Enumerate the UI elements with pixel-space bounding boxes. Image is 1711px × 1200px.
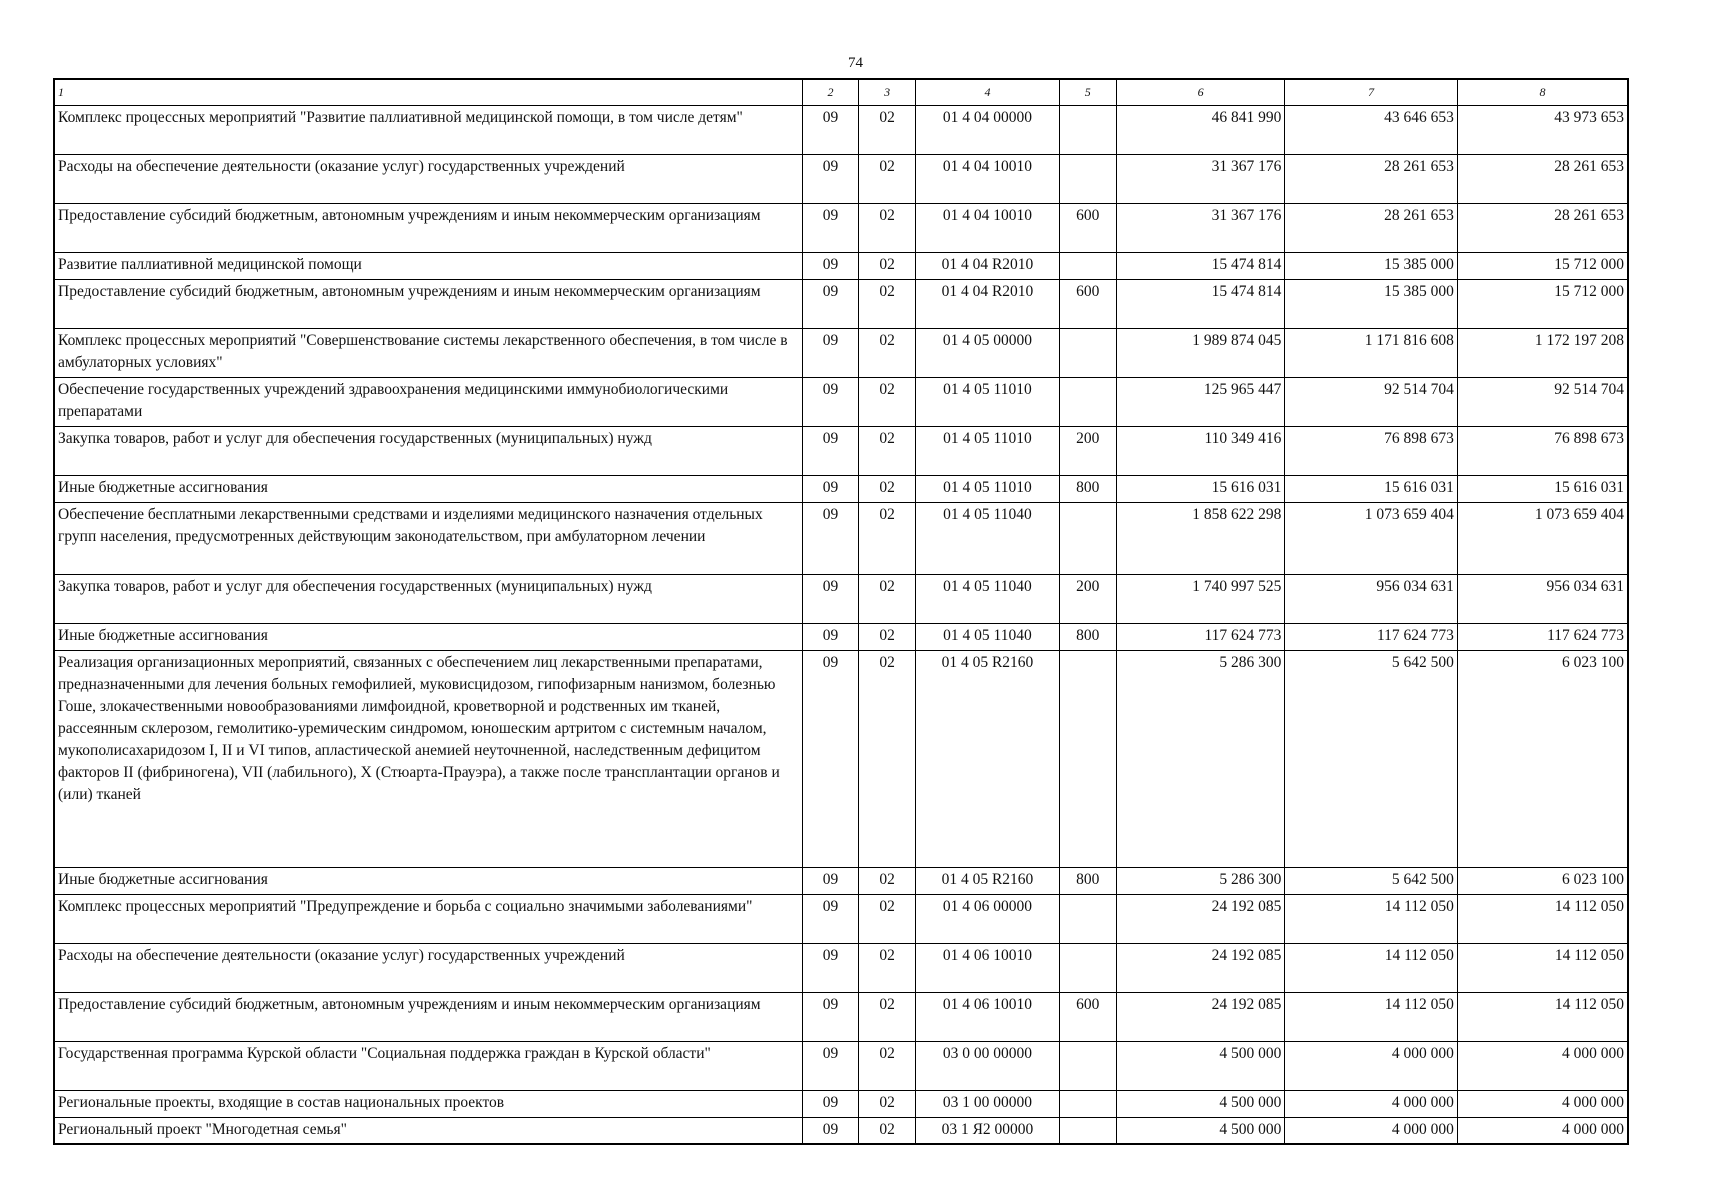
row-amount-2026-cell: 28 261 653 <box>1285 203 1458 252</box>
row-amount-2025-cell: 4 500 000 <box>1116 1117 1285 1144</box>
row-target-code-cell: 01 4 06 10010 <box>916 992 1059 1041</box>
row-name-cell: Комплекс процессных мероприятий "Совершенствование системы лекарственного обеспечения, в том числе в амбулаторных условиях" <box>54 328 802 377</box>
row-amount-2027-cell: 14 112 050 <box>1457 943 1628 992</box>
row-amount-2026-cell: 15 385 000 <box>1285 252 1458 279</box>
header-col-5: 5 <box>1059 79 1116 105</box>
row-expense-type-cell <box>1059 1117 1116 1144</box>
table-row <box>54 502 1628 574</box>
row-expense-type-cell <box>1059 105 1116 154</box>
row-section-cell: 09 <box>802 502 858 574</box>
row-section-cell: 09 <box>802 1090 858 1117</box>
row-section-cell: 09 <box>802 1117 858 1144</box>
row-section-cell: 09 <box>802 894 858 943</box>
row-expense-type-cell <box>1059 377 1116 426</box>
row-amount-2025-cell: 5 286 300 <box>1116 867 1285 894</box>
row-target-code-cell: 01 4 04 10010 <box>916 154 1059 203</box>
row-expense-type-cell: 600 <box>1059 203 1116 252</box>
row-expense-type-cell <box>1059 1090 1116 1117</box>
row-amount-2025-cell: 125 965 447 <box>1116 377 1285 426</box>
row-subsection-cell: 02 <box>859 426 916 475</box>
row-expense-type-cell: 800 <box>1059 867 1116 894</box>
budget-table <box>53 78 1629 1145</box>
row-amount-2025-cell: 15 474 814 <box>1116 279 1285 328</box>
table-row <box>54 992 1628 1041</box>
row-expense-type-cell: 800 <box>1059 475 1116 502</box>
row-name-cell: Расходы на обеспечение деятельности (оказание услуг) государственных учреждений <box>54 943 802 992</box>
row-subsection-cell: 02 <box>859 279 916 328</box>
table-row <box>54 203 1628 252</box>
row-subsection-cell: 02 <box>859 574 916 623</box>
header-col-2: 2 <box>802 79 858 105</box>
row-target-code-cell: 03 1 00 00000 <box>916 1090 1059 1117</box>
row-amount-2025-cell: 24 192 085 <box>1116 943 1285 992</box>
row-target-code-cell: 01 4 04 00000 <box>916 105 1059 154</box>
row-amount-2025-cell: 46 841 990 <box>1116 105 1285 154</box>
row-subsection-cell: 02 <box>859 377 916 426</box>
row-amount-2027-cell: 15 712 000 <box>1457 279 1628 328</box>
table-row <box>54 154 1628 203</box>
row-target-code-cell: 01 4 06 10010 <box>916 943 1059 992</box>
row-section-cell: 09 <box>802 105 858 154</box>
row-amount-2027-cell: 92 514 704 <box>1457 377 1628 426</box>
row-amount-2026-cell: 92 514 704 <box>1285 377 1458 426</box>
row-subsection-cell: 02 <box>859 650 916 867</box>
row-expense-type-cell <box>1059 1041 1116 1090</box>
row-amount-2026-cell: 5 642 500 <box>1285 650 1458 867</box>
row-section-cell: 09 <box>802 992 858 1041</box>
row-amount-2027-cell: 15 616 031 <box>1457 475 1628 502</box>
page-number: 74 <box>848 55 863 71</box>
row-name-cell: Предоставление субсидий бюджетным, автономным учреждениям и иным некоммерческим организациям <box>54 203 802 252</box>
row-subsection-cell: 02 <box>859 992 916 1041</box>
row-section-cell: 09 <box>802 377 858 426</box>
row-name-cell: Обеспечение бесплатными лекарственными средствами и изделиями медицинского назначения отдельных групп населения, предусмотренных действующим законодательством, при амбулаторном лечении <box>54 502 802 574</box>
row-amount-2025-cell: 1 989 874 045 <box>1116 328 1285 377</box>
row-expense-type-cell <box>1059 154 1116 203</box>
row-amount-2026-cell: 28 261 653 <box>1285 154 1458 203</box>
row-amount-2025-cell: 4 500 000 <box>1116 1090 1285 1117</box>
row-amount-2025-cell: 15 616 031 <box>1116 475 1285 502</box>
row-amount-2027-cell: 14 112 050 <box>1457 992 1628 1041</box>
row-amount-2025-cell: 15 474 814 <box>1116 252 1285 279</box>
row-section-cell: 09 <box>802 475 858 502</box>
header-col-7: 7 <box>1285 79 1458 105</box>
row-subsection-cell: 02 <box>859 867 916 894</box>
header-col-4: 4 <box>916 79 1059 105</box>
row-name-cell: Иные бюджетные ассигнования <box>54 475 802 502</box>
row-name-cell: Развитие паллиативной медицинской помощи <box>54 252 802 279</box>
row-section-cell: 09 <box>802 943 858 992</box>
table-row <box>54 574 1628 623</box>
row-name-cell: Государственная программа Курской области "Социальная поддержка граждан в Курской области" <box>54 1041 802 1090</box>
row-section-cell: 09 <box>802 650 858 867</box>
table-row <box>54 1117 1628 1144</box>
row-expense-type-cell <box>1059 650 1116 867</box>
table-row <box>54 279 1628 328</box>
row-expense-type-cell: 800 <box>1059 623 1116 650</box>
row-target-code-cell: 01 4 05 11010 <box>916 377 1059 426</box>
row-expense-type-cell: 600 <box>1059 992 1116 1041</box>
row-section-cell: 09 <box>802 328 858 377</box>
header-col-1: 1 <box>54 79 802 105</box>
row-target-code-cell: 01 4 04 R2010 <box>916 252 1059 279</box>
row-subsection-cell: 02 <box>859 1041 916 1090</box>
row-subsection-cell: 02 <box>859 623 916 650</box>
row-amount-2025-cell: 24 192 085 <box>1116 894 1285 943</box>
table-row <box>54 475 1628 502</box>
row-name-cell: Комплекс процессных мероприятий "Развитие паллиативной медицинской помощи, в том числе детям" <box>54 105 802 154</box>
row-target-code-cell: 01 4 05 11040 <box>916 502 1059 574</box>
row-amount-2026-cell: 14 112 050 <box>1285 943 1458 992</box>
row-amount-2026-cell: 14 112 050 <box>1285 992 1458 1041</box>
row-amount-2025-cell: 1 858 622 298 <box>1116 502 1285 574</box>
table-body <box>54 105 1628 1144</box>
row-amount-2026-cell: 14 112 050 <box>1285 894 1458 943</box>
row-name-cell: Закупка товаров, работ и услуг для обеспечения государственных (муниципальных) нужд <box>54 426 802 475</box>
row-expense-type-cell: 200 <box>1059 426 1116 475</box>
row-name-cell: Обеспечение государственных учреждений здравоохранения медицинскими иммунобиологическими препаратами <box>54 377 802 426</box>
row-amount-2026-cell: 1 073 659 404 <box>1285 502 1458 574</box>
header-col-6: 6 <box>1116 79 1285 105</box>
row-name-cell: Комплекс процессных мероприятий "Предупреждение и борьба с социально значимыми заболеваниями" <box>54 894 802 943</box>
budget-table-container <box>53 78 1629 1145</box>
row-amount-2026-cell: 76 898 673 <box>1285 426 1458 475</box>
row-name-cell: Реализация организационных мероприятий, связанных с обеспечением лиц лекарственными препаратами, предназначенными для лечения больных гемофилией, муковисцидозом, гипофизарным нанизмом, болезнью Гоше, злокачественными новообразованиями лимфоидной, кроветворной и родственных им тканей, рассеянным склерозом, гемолитико-уремическим синдромом, юношеским артритом с системным началом, мукополисахаридозом I, II и VI типов, апластической анемией неуточненной, наследственным дефицитом факторов II (фибриногена), VII (лабильного), X (Стюарта-Прауэра), а также после трансплантации органов и (или) тканей <box>54 650 802 867</box>
row-amount-2026-cell: 43 646 653 <box>1285 105 1458 154</box>
row-target-code-cell: 01 4 05 R2160 <box>916 650 1059 867</box>
table-row <box>54 105 1628 154</box>
row-name-cell: Иные бюджетные ассигнования <box>54 623 802 650</box>
row-target-code-cell: 01 4 05 11010 <box>916 475 1059 502</box>
table-row <box>54 1041 1628 1090</box>
row-amount-2027-cell: 4 000 000 <box>1457 1041 1628 1090</box>
table-row <box>54 377 1628 426</box>
row-amount-2026-cell: 15 385 000 <box>1285 279 1458 328</box>
row-amount-2025-cell: 117 624 773 <box>1116 623 1285 650</box>
table-row <box>54 1090 1628 1117</box>
row-section-cell: 09 <box>802 154 858 203</box>
table-row <box>54 894 1628 943</box>
row-amount-2026-cell: 1 171 816 608 <box>1285 328 1458 377</box>
row-amount-2026-cell: 956 034 631 <box>1285 574 1458 623</box>
table-row <box>54 252 1628 279</box>
row-target-code-cell: 01 4 05 11040 <box>916 574 1059 623</box>
row-amount-2025-cell: 31 367 176 <box>1116 203 1285 252</box>
row-amount-2027-cell: 28 261 653 <box>1457 203 1628 252</box>
header-col-3: 3 <box>859 79 916 105</box>
table-row <box>54 623 1628 650</box>
row-subsection-cell: 02 <box>859 154 916 203</box>
table-row <box>54 650 1628 867</box>
row-section-cell: 09 <box>802 426 858 475</box>
row-target-code-cell: 01 4 05 00000 <box>916 328 1059 377</box>
row-target-code-cell: 03 1 Я2 00000 <box>916 1117 1059 1144</box>
row-name-cell: Иные бюджетные ассигнования <box>54 867 802 894</box>
row-section-cell: 09 <box>802 574 858 623</box>
table-row <box>54 867 1628 894</box>
row-name-cell: Закупка товаров, работ и услуг для обеспечения государственных (муниципальных) нужд <box>54 574 802 623</box>
row-name-cell: Региональный проект "Многодетная семья" <box>54 1117 802 1144</box>
row-expense-type-cell <box>1059 894 1116 943</box>
row-name-cell: Региональные проекты, входящие в состав национальных проектов <box>54 1090 802 1117</box>
row-subsection-cell: 02 <box>859 1117 916 1144</box>
header-row <box>54 79 1628 105</box>
row-section-cell: 09 <box>802 623 858 650</box>
row-target-code-cell: 01 4 06 00000 <box>916 894 1059 943</box>
row-name-cell: Расходы на обеспечение деятельности (оказание услуг) государственных учреждений <box>54 154 802 203</box>
row-amount-2027-cell: 43 973 653 <box>1457 105 1628 154</box>
row-target-code-cell: 01 4 04 R2010 <box>916 279 1059 328</box>
row-amount-2025-cell: 110 349 416 <box>1116 426 1285 475</box>
row-subsection-cell: 02 <box>859 1090 916 1117</box>
row-section-cell: 09 <box>802 203 858 252</box>
row-amount-2027-cell: 1 172 197 208 <box>1457 328 1628 377</box>
row-name-cell: Предоставление субсидий бюджетным, автономным учреждениям и иным некоммерческим организациям <box>54 279 802 328</box>
row-expense-type-cell <box>1059 252 1116 279</box>
row-amount-2025-cell: 24 192 085 <box>1116 992 1285 1041</box>
row-section-cell: 09 <box>802 252 858 279</box>
row-amount-2025-cell: 31 367 176 <box>1116 154 1285 203</box>
row-amount-2026-cell: 5 642 500 <box>1285 867 1458 894</box>
table-row <box>54 943 1628 992</box>
row-amount-2027-cell: 76 898 673 <box>1457 426 1628 475</box>
row-amount-2027-cell: 15 712 000 <box>1457 252 1628 279</box>
row-amount-2027-cell: 14 112 050 <box>1457 894 1628 943</box>
row-amount-2027-cell: 4 000 000 <box>1457 1117 1628 1144</box>
table-row <box>54 328 1628 377</box>
header-col-8: 8 <box>1457 79 1628 105</box>
row-subsection-cell: 02 <box>859 252 916 279</box>
row-target-code-cell: 01 4 04 10010 <box>916 203 1059 252</box>
row-subsection-cell: 02 <box>859 328 916 377</box>
row-section-cell: 09 <box>802 867 858 894</box>
row-subsection-cell: 02 <box>859 475 916 502</box>
row-expense-type-cell: 600 <box>1059 279 1116 328</box>
row-expense-type-cell <box>1059 328 1116 377</box>
row-expense-type-cell <box>1059 502 1116 574</box>
row-target-code-cell: 01 4 05 11010 <box>916 426 1059 475</box>
row-expense-type-cell <box>1059 943 1116 992</box>
row-target-code-cell: 01 4 05 R2160 <box>916 867 1059 894</box>
row-subsection-cell: 02 <box>859 105 916 154</box>
row-amount-2026-cell: 4 000 000 <box>1285 1117 1458 1144</box>
row-subsection-cell: 02 <box>859 502 916 574</box>
row-amount-2025-cell: 1 740 997 525 <box>1116 574 1285 623</box>
row-amount-2026-cell: 117 624 773 <box>1285 623 1458 650</box>
row-amount-2026-cell: 4 000 000 <box>1285 1041 1458 1090</box>
row-subsection-cell: 02 <box>859 943 916 992</box>
row-amount-2027-cell: 6 023 100 <box>1457 867 1628 894</box>
row-amount-2025-cell: 4 500 000 <box>1116 1041 1285 1090</box>
table-row <box>54 426 1628 475</box>
row-amount-2027-cell: 956 034 631 <box>1457 574 1628 623</box>
row-subsection-cell: 02 <box>859 203 916 252</box>
row-amount-2027-cell: 117 624 773 <box>1457 623 1628 650</box>
row-expense-type-cell: 200 <box>1059 574 1116 623</box>
row-amount-2026-cell: 15 616 031 <box>1285 475 1458 502</box>
row-target-code-cell: 03 0 00 00000 <box>916 1041 1059 1090</box>
row-target-code-cell: 01 4 05 11040 <box>916 623 1059 650</box>
row-section-cell: 09 <box>802 279 858 328</box>
row-amount-2025-cell: 5 286 300 <box>1116 650 1285 867</box>
row-section-cell: 09 <box>802 1041 858 1090</box>
row-amount-2027-cell: 4 000 000 <box>1457 1090 1628 1117</box>
row-amount-2027-cell: 6 023 100 <box>1457 650 1628 867</box>
row-subsection-cell: 02 <box>859 894 916 943</box>
row-amount-2027-cell: 1 073 659 404 <box>1457 502 1628 574</box>
row-amount-2027-cell: 28 261 653 <box>1457 154 1628 203</box>
row-amount-2026-cell: 4 000 000 <box>1285 1090 1458 1117</box>
row-name-cell: Предоставление субсидий бюджетным, автономным учреждениям и иным некоммерческим организациям <box>54 992 802 1041</box>
